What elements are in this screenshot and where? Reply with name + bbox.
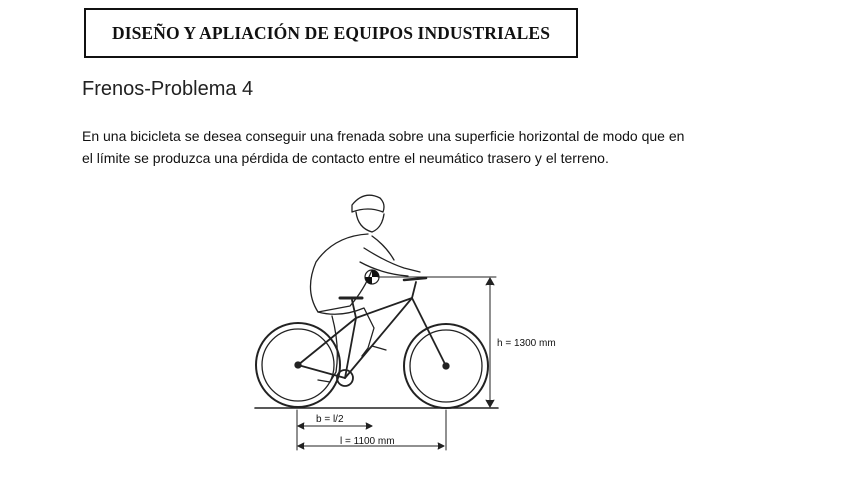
bicycle-frame xyxy=(298,278,446,386)
center-of-gravity-icon xyxy=(365,270,379,284)
b-label: b = l/2 xyxy=(316,414,344,425)
height-label: h = 1300 mm xyxy=(497,338,556,349)
statement-line-2: el límite se produzca una pérdida de contacto entre el neumático trasero y el terreno. xyxy=(82,150,609,166)
height-dimension xyxy=(378,277,496,407)
l-label: l = 1100 mm xyxy=(340,436,395,447)
problem-subtitle: Frenos-Problema 4 xyxy=(82,78,254,100)
document-title: DISEÑO Y APLIACIÓN DE EQUIPOS INDUSTRIALES xyxy=(111,22,551,43)
statement-line-1: En una bicicleta se desea conseguir una frenada sobre una superficie horizontal de modo que en xyxy=(82,128,685,144)
